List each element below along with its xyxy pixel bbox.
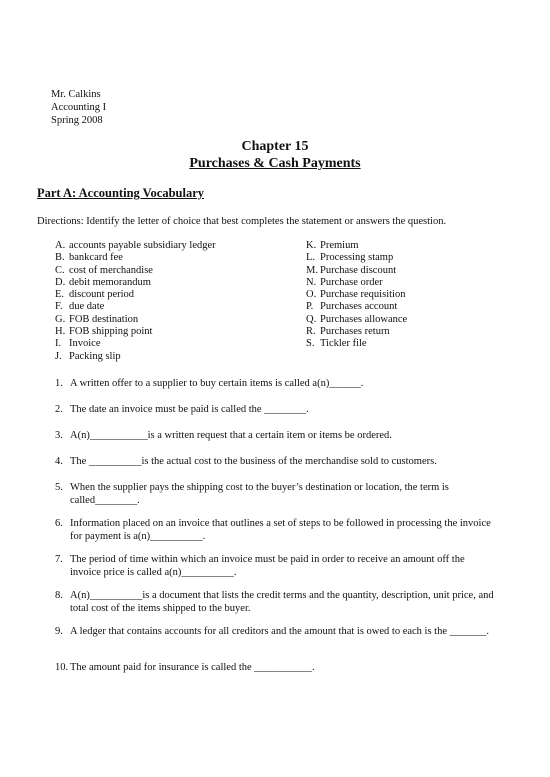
vocab-letter: M. [306, 264, 318, 276]
vocab-item [55, 277, 216, 289]
question-text: A ledger that contains accounts for all creditors and the amount that is owed to each is the _______. [70, 626, 490, 637]
vocab-letter: I. [55, 338, 62, 350]
question-number: 6. [55, 518, 63, 529]
vocab-item [55, 301, 216, 313]
vocab-item [55, 326, 216, 338]
document-header [51, 89, 106, 127]
vocab-letter: L. [306, 252, 316, 264]
vocab-letter: O. [306, 289, 317, 301]
question-number: 9. [55, 626, 63, 637]
question-item [55, 625, 495, 638]
vocab-item [306, 277, 407, 289]
vocab-item [306, 326, 407, 338]
teacher-name: Mr. Calkins [51, 89, 101, 100]
question-text: A(n)___________is a written request that a certain item or items be ordered. [70, 430, 392, 441]
vocab-list-right [306, 240, 407, 351]
vocab-letter: G. [55, 313, 66, 325]
vocab-letter: H. [55, 326, 66, 338]
chapter-subtitle: Purchases & Cash Payments [189, 156, 361, 171]
question-item [55, 455, 495, 468]
vocab-item [306, 301, 407, 313]
vocab-term: Packing slip [69, 350, 121, 362]
question-number: 1. [55, 378, 63, 389]
question-number: 10. [55, 662, 69, 673]
vocab-item [55, 289, 216, 301]
question-text: The period of time within which an invoice must be paid in order to receive an amount off the invoice price is called a(n)__________. [70, 554, 465, 578]
question-text: The __________is the actual cost to the business of the merchandise sold to customers. [70, 456, 437, 467]
question-number: 3. [55, 430, 63, 441]
vocab-item [306, 252, 407, 264]
chapter-heading [0, 138, 550, 172]
directions-text: Directions: Identify the letter of choice that best completes the statement or answers the question. [37, 216, 447, 227]
vocab-item [306, 240, 407, 252]
question-number: 4. [55, 456, 63, 467]
vocab-item [55, 265, 216, 277]
vocab-item [55, 314, 216, 326]
vocab-item [306, 265, 407, 277]
vocab-term: Purchases account [320, 301, 398, 313]
vocab-term: due date [69, 301, 105, 313]
vocab-letter: P. [306, 301, 314, 313]
question-item [55, 481, 495, 507]
question-item [55, 403, 495, 416]
question-number: 5. [55, 482, 63, 493]
vocab-term: FOB shipping point [69, 326, 153, 338]
vocab-term: Tickler file [320, 338, 367, 350]
vocab-term: Purchase order [320, 276, 383, 288]
vocab-term: Premium [320, 240, 359, 251]
question-number: 7. [55, 554, 63, 565]
vocab-term: Invoice [69, 338, 101, 350]
question-text: A written offer to a supplier to buy certain items is called a(n)______. [70, 378, 364, 389]
vocab-letter: C. [55, 264, 65, 276]
vocab-term: bankcard fee [69, 252, 123, 264]
question-item [55, 377, 495, 390]
vocab-term: debit memorandum [69, 276, 151, 288]
vocab-letter: D. [55, 276, 66, 288]
question-number: 2. [55, 404, 63, 415]
question-text: Information placed on an invoice that outlines a set of steps to be followed in processing the invoice for payment is a(n)__________. [70, 518, 491, 542]
vocab-letter: N. [306, 276, 317, 288]
question-text: When the supplier pays the shipping cost to the buyer’s destination or location, the term is called________. [70, 482, 449, 506]
vocab-item [55, 252, 216, 264]
vocab-term: discount period [69, 289, 135, 301]
vocab-item [306, 338, 407, 350]
vocab-item [306, 289, 407, 301]
vocab-term: Purchases return [320, 326, 390, 338]
vocab-list-left [55, 240, 216, 363]
chapter-title: Chapter 15 [241, 139, 309, 154]
vocab-term: FOB destination [69, 313, 139, 325]
vocab-term: Purchase discount [320, 264, 397, 276]
vocab-item [306, 314, 407, 326]
vocab-letter: S. [306, 338, 315, 350]
part-title: Part A: Accounting Vocabulary [37, 186, 205, 200]
question-text: The amount paid for insurance is called the ___________. [70, 662, 315, 673]
question-item [55, 589, 495, 615]
question-item [55, 553, 495, 579]
vocab-term: Purchase requisition [320, 289, 406, 301]
question-item [55, 517, 495, 543]
vocab-letter: A. [55, 240, 66, 251]
vocab-letter: R. [306, 326, 316, 338]
vocab-letter: Q. [306, 313, 317, 325]
vocab-letter: K. [306, 240, 317, 251]
course-name: Accounting I [51, 101, 107, 113]
vocab-letter: F. [55, 301, 63, 313]
question-item [55, 661, 495, 674]
vocab-term: cost of merchandise [69, 264, 153, 276]
question-text: The date an invoice must be paid is called the ________. [70, 404, 309, 415]
vocab-term: Purchases allowance [320, 313, 408, 325]
question-text: A(n)__________is a document that lists the credit terms and the quantity, description, unit price, and total cost of the items shipped to the buyer. [70, 590, 494, 614]
vocab-letter: J. [55, 350, 62, 362]
vocab-letter: B. [55, 252, 65, 264]
question-item [55, 429, 495, 442]
vocab-term: Processing stamp [320, 252, 394, 264]
question-number: 8. [55, 590, 63, 601]
vocab-term: accounts payable subsidiary ledger [69, 240, 216, 251]
term: Spring 2008 [51, 114, 103, 126]
vocab-item [55, 338, 216, 350]
vocab-item [55, 240, 216, 252]
vocab-item [55, 351, 216, 363]
vocab-letter: E. [55, 289, 65, 301]
